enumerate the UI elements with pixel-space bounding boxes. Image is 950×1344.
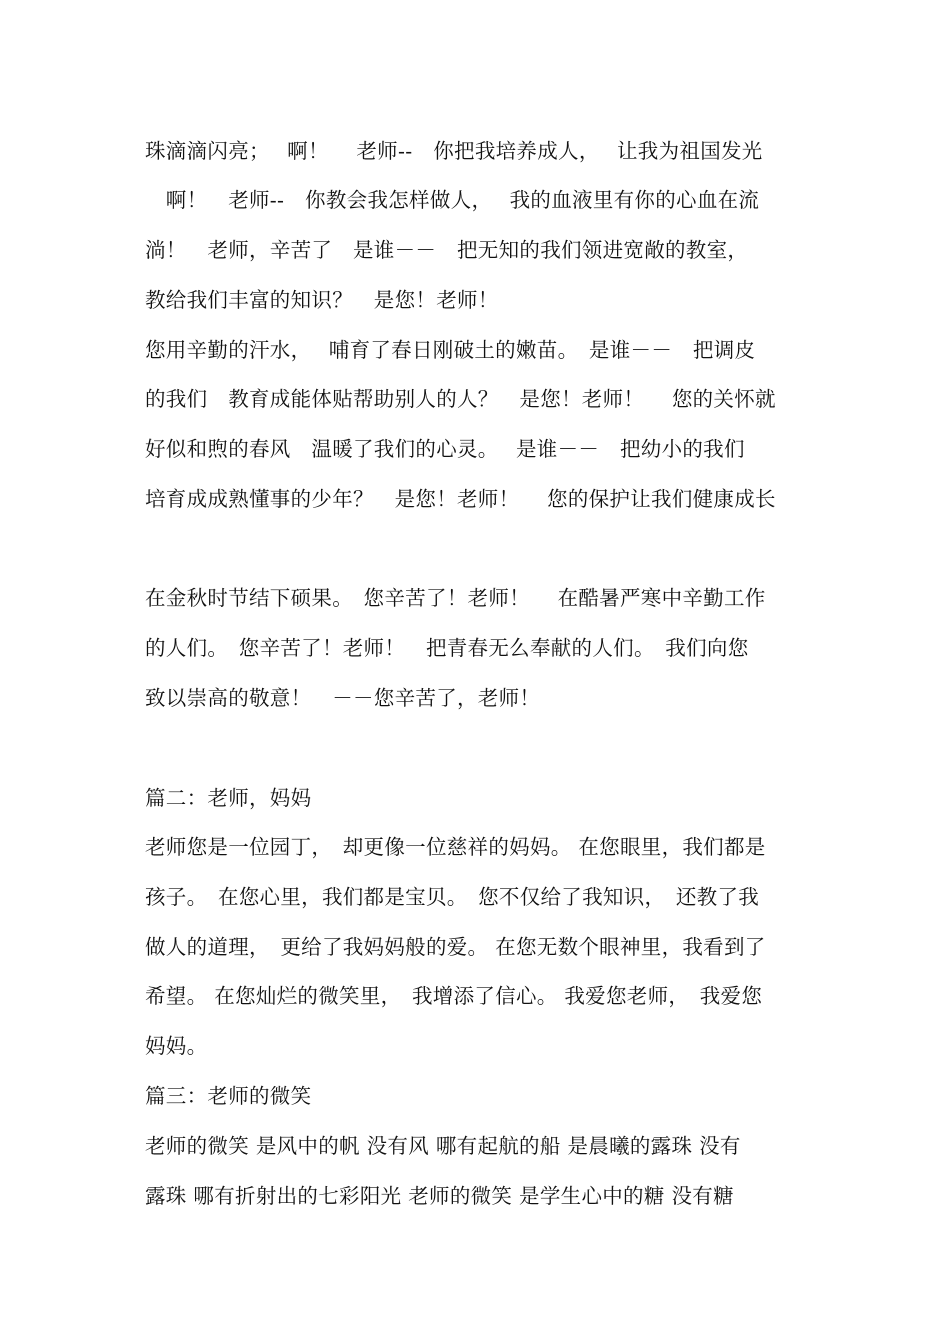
text-line: 希望。 在您灿烂的微笑里， 我增添了信心。 我爱您老师， 我爱您 [145,984,763,1008]
text-line: 的我们 教育成能体贴帮助别人的人？ 是您！老师！ 您的关怀就 [145,387,776,411]
section-heading: 篇三：老师的微笑 [145,1084,312,1108]
text-line: 老师的微笑 是风中的帆 没有风 哪有起航的船 是晨曦的露珠 没有 [145,1134,741,1158]
text-line: 教给我们丰富的知识？ 是您！老师！ [145,288,499,312]
text-line: 啊！ 老师-- 你教会我怎样做人， 我的血液里有你的心血在流 [145,188,760,212]
text-line: 致以崇高的敬意！ －－您辛苦了，老师！ [145,686,541,710]
section-heading: 篇二：老师，妈妈 [145,786,312,810]
text-line: 好似和煦的春风 温暖了我们的心灵。 是谁－－ 把幼小的我们 [145,437,745,461]
text-line: 老师您是一位园丁， 却更像一位慈祥的妈妈。 在您眼里，我们都是 [145,835,766,859]
text-line: 在金秋时节结下硕果。 您辛苦了！老师！ 在酷暑严寒中辛勤工作 [145,586,766,610]
text-line: 做人的道理， 更给了我妈妈般的爱。 在您无数个眼神里，我看到了 [145,935,766,959]
text-line: 淌！ 老师，辛苦了 是谁－－ 把无知的我们领进宽敞的教室， [145,238,749,262]
text-line: 培育成成熟懂事的少年？ 是您！老师！ 您的保护让我们健康成长 [145,487,776,511]
text-line: 您用辛勤的汗水， 哺育了春日刚破土的嫩苗。 是谁－－ 把调皮 [145,338,756,362]
text-line: 露珠 哪有折射出的七彩阳光 老师的微笑 是学生心中的糖 没有糖 [145,1184,734,1208]
text-line: 妈妈。 [145,1034,208,1058]
text-line: 珠滴滴闪亮； 啊！ 老师-- 你把我培养成人， 让我为祖国发光 [145,139,763,163]
text-line: 孩子。 在您心里，我们都是宝贝。 您不仅给了我知识， 还教了我 [145,885,760,909]
text-line: 的人们。 您辛苦了！老师！ 把青春无么奉献的人们。 我们向您 [145,636,749,660]
